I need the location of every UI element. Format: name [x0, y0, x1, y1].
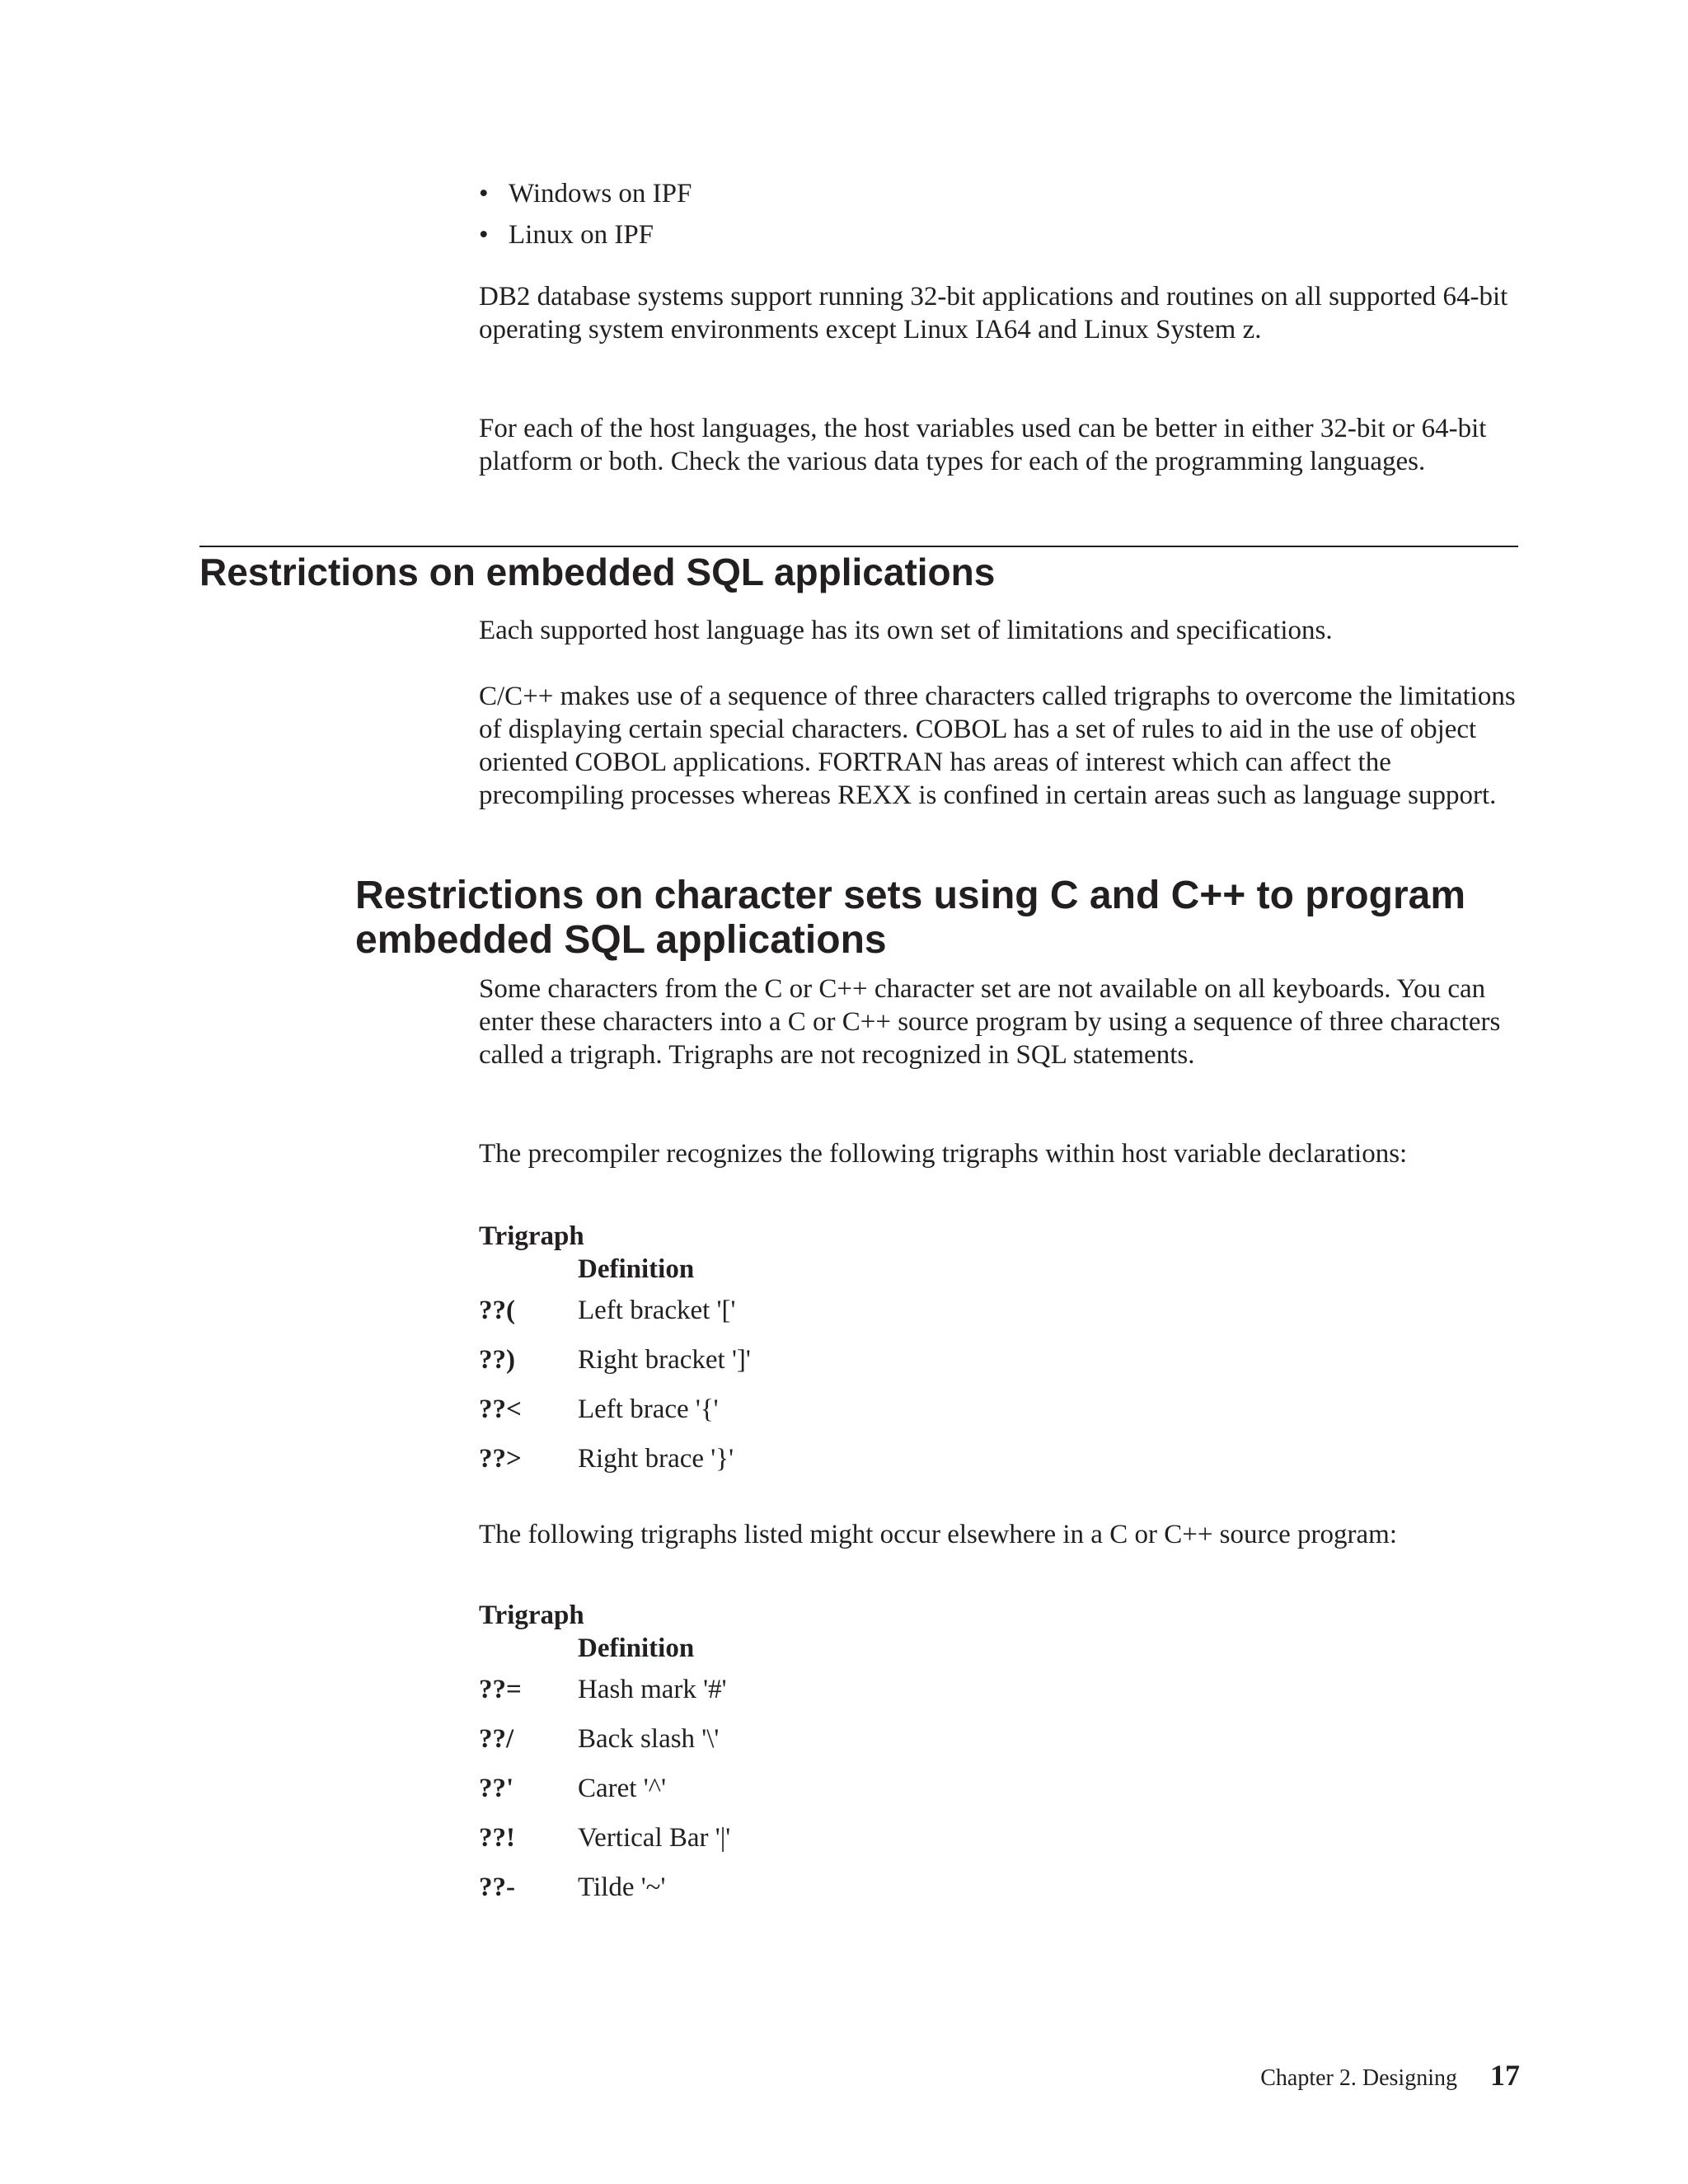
trigraph-row: ??< Left brace '{' — [479, 1394, 719, 1424]
trigraph-row: ??) Right bracket ']' — [479, 1344, 751, 1375]
paragraph-32bit-support: DB2 database systems support running 32-bit applications and routines on all supported 64-bit operating system environments except Linux IA64 and Linux System z. — [479, 282, 1508, 344]
bullet-icon: • — [479, 220, 489, 250]
paragraph-trigraph-intro: Some characters from the C or C++ character set are not available on all keyboards. You can enter these characters into a C or C++ source program by using a sequence of three characters called a trigraph. Trigraphs are not recognized in SQL statements. — [479, 974, 1501, 1070]
trigraph-row: ??> Right brace '}' — [479, 1443, 734, 1474]
list-item: • Linux on IPF — [479, 214, 692, 255]
bullet-list — [479, 173, 692, 255]
page-footer — [1260, 2055, 1520, 2098]
paragraph-other-trigraphs: The following trigraphs listed might occur elsewhere in a C or C++ source program: — [479, 1520, 1398, 1549]
list-header-definition: Definition — [578, 1254, 695, 1284]
list-header-term: Trigraph — [479, 1221, 584, 1251]
trigraph-list-other — [479, 1599, 1519, 1912]
list-item: • Windows on IPF — [479, 173, 692, 214]
section-heading: Restrictions on embedded SQL applications — [199, 551, 996, 593]
trigraph-row: ??- Tilde '~' — [479, 1872, 666, 1902]
page-number: 17 — [1490, 2059, 1520, 2092]
trigraph-list-host — [479, 1220, 1519, 1483]
trigraph-row: ??! Vertical Bar '|' — [479, 1822, 731, 1853]
list-header-term: Trigraph — [479, 1601, 584, 1630]
list-header-definition: Definition — [578, 1633, 695, 1663]
section-divider — [199, 546, 1518, 547]
paragraph-precompiler-trigraphs: The precompiler recognizes the following trigraphs within host variable declarations: — [479, 1139, 1408, 1169]
paragraph-host-variables: For each of the host languages, the host variables used can be better in either 32-bit or 64-bit platform or both. Check the various data types for each of the programming languages. — [479, 414, 1487, 476]
footer-chapter: Chapter 2. Designing — [1260, 2065, 1457, 2091]
trigraph-row: ??( Left bracket '[' — [479, 1295, 736, 1325]
paragraph-language-overview: C/C++ makes use of a sequence of three characters called trigraphs to overcome the limitations of displaying certain special characters. COBOL has a set of rules to aid in the use of object oriented COBOL applications. FORTRAN has areas of interest which can affect the precompiling processes whereas REXX is confined in certain areas such as language support. — [479, 682, 1516, 810]
paragraph-host-language-limits: Each supported host language has its own set of limitations and specifications. — [479, 616, 1333, 645]
trigraph-row: ??= Hash mark '#' — [479, 1674, 727, 1704]
trigraph-row: ??/ Back slash '\' — [479, 1723, 720, 1754]
bullet-icon: • — [479, 179, 489, 209]
trigraph-row: ??' Caret '^' — [479, 1773, 667, 1803]
subsection-heading: Restrictions on character sets using C and C++ to program embedded SQL applications — [355, 874, 1465, 962]
